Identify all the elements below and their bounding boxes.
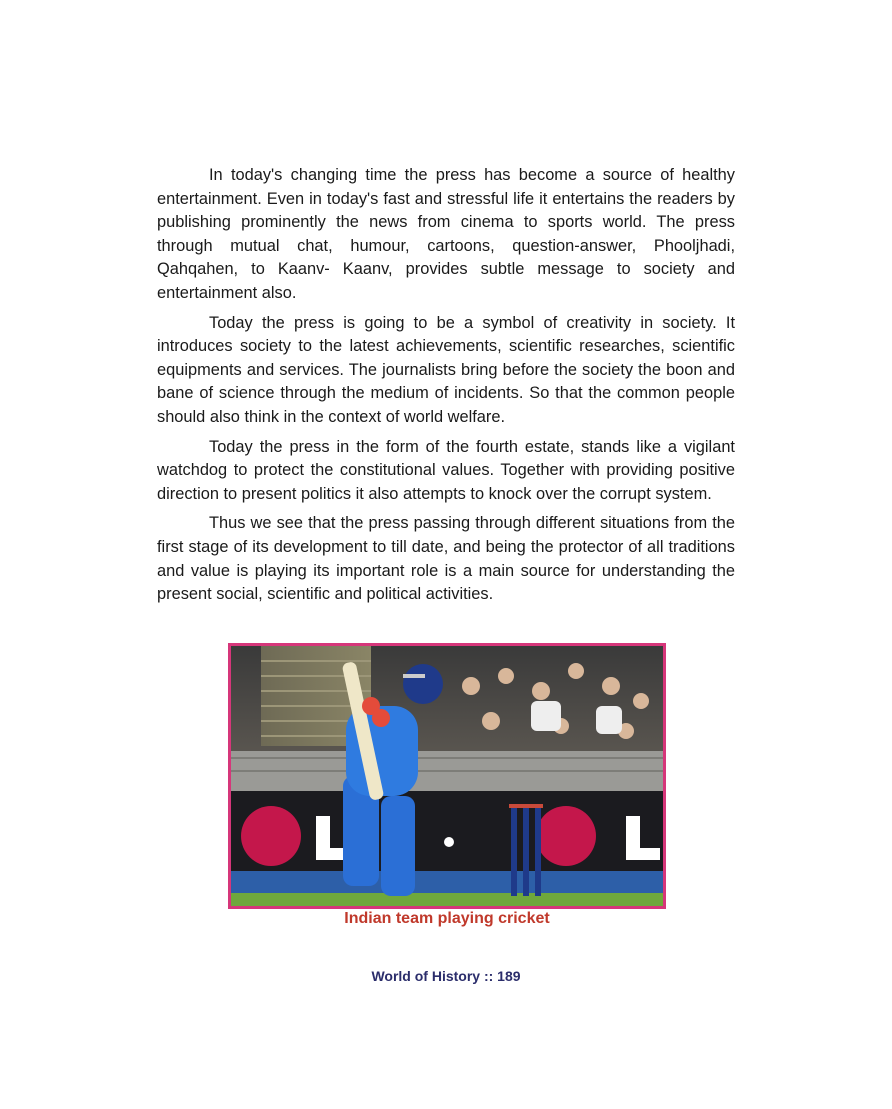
- figure-caption: Indian team playing cricket: [344, 910, 550, 927]
- page-footer: World of History :: 189: [371, 968, 521, 984]
- paragraph-1: In today's changing time the press has become a source of healthy entertainment. Even in today's fast and stressful life it entertains the readers by publishing prominently the news from cinema to sports world. The press through mutual chat, humour, cartoons, question-answer, Phooljhadi, Qahqahen, to Kaanv- Kaanv, provides subtle message to society and entertainment also.: [157, 166, 735, 302]
- body-text: [157, 164, 735, 613]
- cricket-photo: [228, 643, 666, 909]
- cricket-photo-illustration: [231, 646, 663, 906]
- paragraph-4: Thus we see that the press passing through different situations from the first stage of its development to till date, and being the protector of all traditions and value is playing its important role is a main source for understanding the present social, scientific and political activities.: [157, 514, 735, 604]
- paragraph-3: Today the press in the form of the fourth estate, stands like a vigilant watchdog to protect the constitutional values. Together with providing positive direction to present politics it also attempts to knock over the corrupt system.: [157, 437, 735, 503]
- paragraph-2: Today the press is going to be a symbol of creativity in society. It introduces society to the latest achievements, scientific researches, scientific equipments and services. The journalists bring before the society the boon and bane of science through the medium of incidents. So that the common people should also think in the context of world welfare.: [157, 313, 735, 426]
